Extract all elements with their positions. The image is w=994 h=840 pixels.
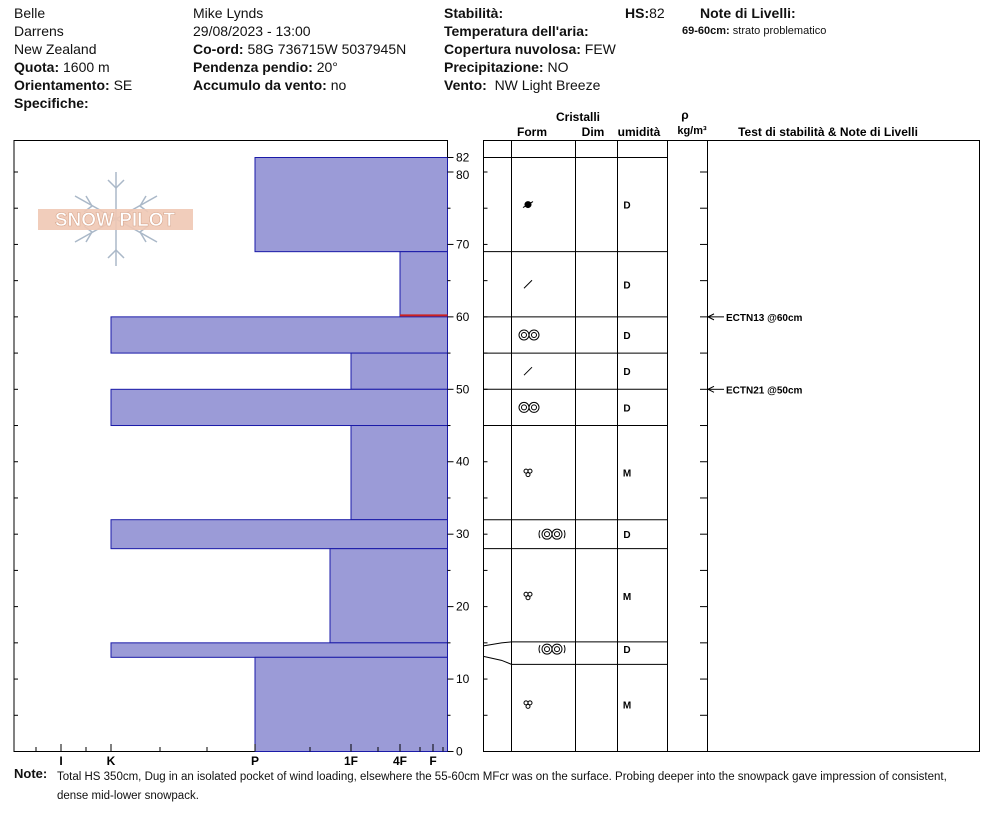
moisture-value: D — [623, 403, 631, 415]
precip-value: NO — [547, 59, 569, 75]
hardness-bar — [111, 520, 448, 549]
elevation-label: Quota: — [14, 59, 60, 75]
precip-label: Precipitazione: — [444, 59, 544, 75]
hs-value: 82 — [649, 5, 665, 21]
hardness-bar — [111, 317, 448, 353]
precipitation-particle-icon — [524, 280, 532, 288]
hardness-bar — [255, 158, 448, 252]
hardness-bar — [111, 643, 448, 657]
wind-value: NW Light Breeze — [494, 77, 601, 93]
specifics-label: Specifiche: — [14, 95, 89, 111]
surface-hoar-icon — [532, 332, 537, 337]
depth-axis-label: 40 — [456, 454, 470, 469]
hs-label: HS: — [625, 5, 650, 21]
cloud-label: Copertura nuvolosa: — [444, 41, 581, 57]
moisture-value: D — [623, 367, 631, 379]
surface-hoar-icon — [564, 645, 565, 653]
hardness-bar — [400, 252, 448, 317]
wind-loading-label: Accumulo da vento: — [193, 77, 327, 93]
coord-value: 58G 736715W 5037945N — [247, 41, 407, 57]
moisture-value: D — [623, 645, 631, 657]
wind-loading-value: no — [330, 77, 347, 93]
surface-hoar-icon — [529, 330, 539, 340]
hardness-bar — [351, 426, 448, 520]
moisture-value: M — [622, 468, 632, 480]
snowpilot-logo — [38, 172, 193, 266]
surface-hoar-icon — [545, 532, 550, 537]
cloud-value: FEW — [584, 41, 616, 57]
moisture-value: M — [622, 700, 632, 712]
notes-text: Total HS 350cm, Dug in an isolated pocket of wind loading, elsewhere the 55-60cm MFcr was on the surface. Probing deeper into the snowpack gave impression of consistent, dense mid-lower snowpack. — [57, 771, 947, 802]
surface-hoar-icon — [552, 644, 562, 654]
hardness-axis-label: I — [59, 754, 63, 768]
location-name: Belle — [14, 5, 46, 21]
surface-hoar-icon — [532, 405, 537, 410]
surface-hoar-icon — [542, 644, 552, 654]
hardness-bar — [351, 353, 448, 389]
stability-test-label: ECTN21 @50cm — [726, 385, 803, 397]
crystals-header: Cristalli — [555, 110, 601, 124]
stability-test-label: ECTN13 @60cm — [726, 312, 803, 324]
depth-axis-label: 70 — [456, 237, 470, 252]
moisture-value: M — [622, 591, 632, 603]
surface-hoar-icon — [564, 530, 565, 538]
moisture-header: umidità — [617, 125, 661, 139]
surface-hoar-icon — [555, 647, 560, 652]
wind-label: Vento: — [444, 77, 487, 93]
dim-header: Dim — [581, 125, 605, 139]
surface-hoar-icon — [545, 647, 550, 652]
depth-axis-label: 20 — [456, 599, 470, 614]
depth-axis-label: 82 — [456, 150, 470, 165]
surface-hoar-icon — [519, 402, 529, 412]
hardness-axis-label: 1F — [343, 754, 359, 768]
notes-label: Note: — [14, 766, 48, 781]
coord-label: Co-ord: — [193, 41, 244, 57]
moisture-value: D — [623, 200, 631, 212]
region-name: Darrens — [14, 23, 64, 39]
surface-hoar-icon — [519, 330, 529, 340]
air-temp-label: Temperatura dell'aria: — [444, 23, 589, 39]
depth-axis-label: 0 — [456, 744, 463, 759]
hardness-bar — [330, 549, 448, 643]
surface-hoar-icon — [552, 529, 562, 539]
slope-label: Pendenza pendio: — [193, 59, 313, 75]
elevation-value: 1600 m — [63, 59, 110, 75]
hardness-axis-label: 4F — [392, 754, 408, 768]
rounded-grains-icon — [526, 704, 530, 708]
stability-label: Stabilità: — [444, 5, 504, 21]
surface-hoar-icon — [539, 530, 540, 538]
surface-hoar-icon — [522, 332, 527, 337]
depth-axis-label: 30 — [456, 527, 470, 542]
depth-axis-label: 10 — [456, 672, 470, 687]
layer-notes-label: Note di Livelli: — [700, 5, 796, 21]
hardness-axis-label: P — [250, 754, 260, 768]
surface-hoar-icon — [539, 645, 540, 653]
hardness-axis-label: K — [106, 754, 116, 768]
logo-text: SNOW PILOT — [54, 210, 176, 231]
surface-hoar-icon — [522, 405, 527, 410]
surface-hoar-icon — [555, 532, 560, 537]
density-unit: kg/m³ — [677, 125, 707, 137]
moisture-value: D — [623, 330, 631, 342]
moisture-value: D — [623, 280, 631, 292]
moisture-value: D — [623, 530, 631, 542]
hardness-bar — [255, 657, 448, 751]
tests-header: Test di stabilità & Note di Livelli — [738, 125, 918, 139]
observer-name: Mike Lynds — [193, 5, 264, 21]
layer-note-text: strato problematico — [732, 25, 827, 37]
depth-axis-label: 60 — [456, 309, 470, 324]
rounded-grains-icon — [526, 596, 530, 600]
slope-value: 20° — [316, 59, 338, 75]
hardness-bar — [111, 389, 448, 425]
observation-datetime: 29/08/2023 - 13:00 — [193, 23, 311, 39]
rounded-grains-icon — [526, 473, 530, 477]
layer-note-range: 69-60cm: — [682, 25, 730, 37]
surface-hoar-icon — [529, 402, 539, 412]
country-name: New Zealand — [14, 41, 97, 57]
layer-table-frame — [484, 141, 980, 752]
aspect-value: SE — [113, 77, 133, 93]
aspect-label: Orientamento: — [14, 77, 110, 93]
precipitation-particle-icon — [524, 367, 532, 375]
surface-hoar-icon — [542, 529, 552, 539]
hardness-axis-label: F — [429, 754, 437, 768]
depth-axis-label: 50 — [456, 382, 470, 397]
density-symbol: ρ — [681, 108, 689, 122]
depth-axis-label: 80 — [456, 167, 470, 182]
form-header: Form — [517, 125, 547, 139]
